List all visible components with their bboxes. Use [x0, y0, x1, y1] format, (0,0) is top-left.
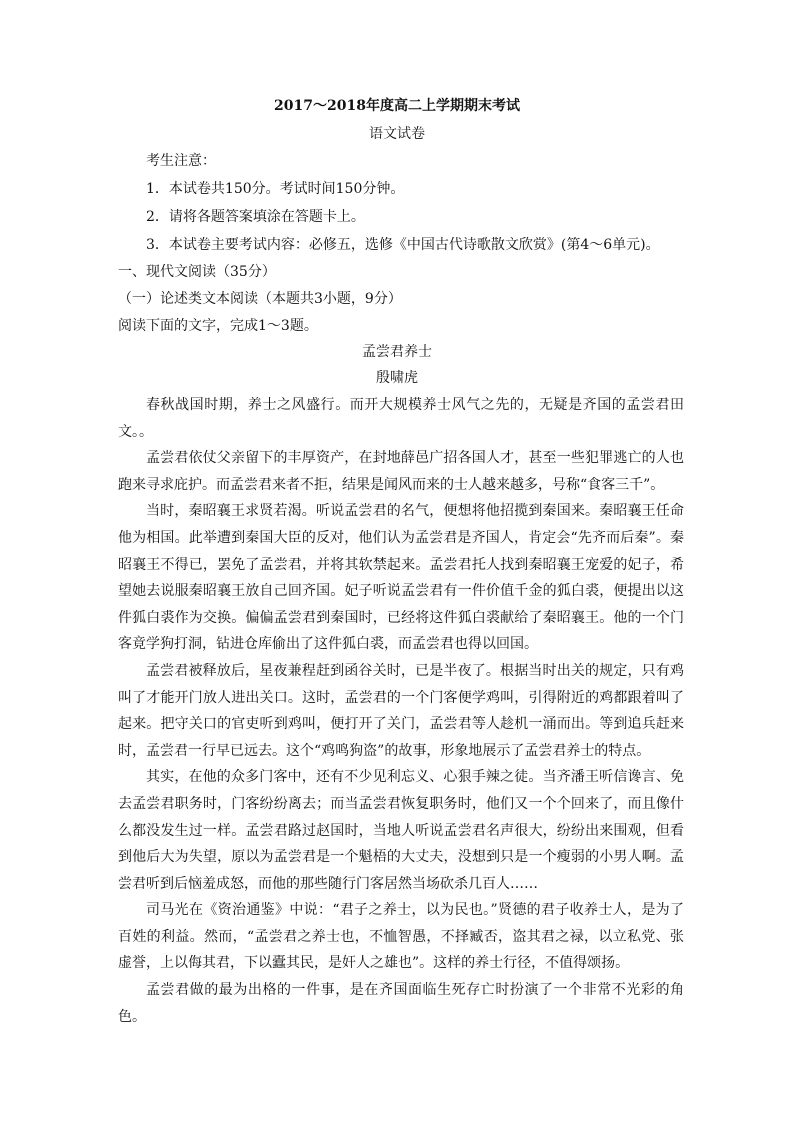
section-header [118, 259, 684, 340]
exam-title: 2017～2018年度高二上学期期末考试 [274, 98, 520, 114]
article-paragraph: 孟尝君做的最为出格的一件事，是在齐国面临生死存亡时扮演了一个非常不光彩的角色。 [118, 982, 684, 1025]
notice-item: 2．请将各题答案填涂在答题卡上。 [146, 209, 365, 225]
article-paragraph: 当时，秦昭襄王求贤若渴。听说孟尝君的名气，便想将他招揽到秦国来。秦昭襄王任命他为相国。此举遭到秦国大臣的反对，他们认为孟尝君是齐国人，肯定会“先齐而后秦”。秦昭襄王不得已，罢免了孟尝君，并将其软禁起来。孟尝君托人找到秦昭襄王宠爱的妃子，希望她去说服秦昭襄王放自己回齐国。妃子听说孟尝君有一件价值千金的狐白裘，便提出以这件狐白裘作为交换。偏偏孟尝君到秦国时，已经将这件狐白裘献给了秦昭襄王。他的一个门客竟学狗打洞，钻进仓库偷出了这件狐白裘，而孟尝君也得以回国。 [118, 503, 684, 653]
article-paragraph: 司马光在《资治通鉴》中说：“君子之养士，以为民也。”贤德的君子收养士人，是为了百姓的利益。然而，“孟尝君之养士也，不恤智愚，不择臧否，盗其君之禄，以立私党、张虚誉，上以侮其君，下以蠹其民，是奸人之雄也”。这样的养士行径，不值得颂扬。 [118, 902, 684, 972]
notice-item: 3．本试卷主要考试内容：必修五，选修《中国古代诗歌散文欣赏》(第4～6单元)。 [146, 237, 660, 253]
article-paragraph: 孟尝君依仗父亲留下的丰厚资产，在封地薛邑广招各国人才，甚至一些犯罪逃亡的人也跑来寻求庇护。而孟尝君来者不拒，结果是闻风而来的士人越来越多，号称“食客三千”。 [118, 450, 684, 493]
article-author: 殷啸虎 [376, 370, 418, 386]
section-instruction: 阅读下面的文字，完成1～3题。 [118, 318, 318, 334]
article-body [118, 392, 684, 1030]
article-paragraph: 春秋战国时期，养士之风盛行。而开大规模养士风气之先的，无疑是齐国的孟尝君田文。。 [118, 397, 684, 440]
article-title: 孟尝君养士 [362, 344, 432, 360]
notice-item: 1．本试卷共150分。考试时间150分钟。 [146, 181, 405, 197]
notice-list [146, 175, 686, 259]
article-paragraph: 其实，在他的众多门客中，还有不少见利忘义、心狠手辣之徒。当齐潘王听信谗言、免去孟尝君职务时，门客纷纷离去；而当孟尝君恢复职务时，他们又一个个回来了，而且像什么都没发生过一样。孟尝君路过赵国时，当地人听说孟尝君名声很大，纷纷出来围观，但看到他后大为失望，原以为孟尝君是一个魁梧的大丈夫，没想到只是一个瘦弱的小男人啊。孟尝君听到后恼羞成怒，而他的那些随行门客居然当场砍杀几百人…… [118, 769, 684, 892]
section-part-title: 一、现代文阅读（35分） [118, 264, 276, 280]
section-sub-title: （一）论述类文本阅读（本题共3小题，9分） [118, 291, 402, 307]
article-paragraph: 孟尝君被释放后，星夜兼程赶到函谷关时，已是半夜了。根据当时出关的规定，只有鸡叫了才能开门放人进出关口。这时，孟尝君的一个门客便学鸡叫，引得附近的鸡都跟着叫了起来。把守关口的官吏听到鸡叫，便打开了关门，孟尝君等人趁机一涌而出。等到追兵赶来时，孟尝君一行早已远去。这个“鸡鸣狗盗”的故事，形象地展示了孟尝君养士的特点。 [118, 662, 684, 759]
notice-heading: 考生注意： [146, 153, 216, 169]
exam-subject: 语文试卷 [369, 126, 425, 142]
